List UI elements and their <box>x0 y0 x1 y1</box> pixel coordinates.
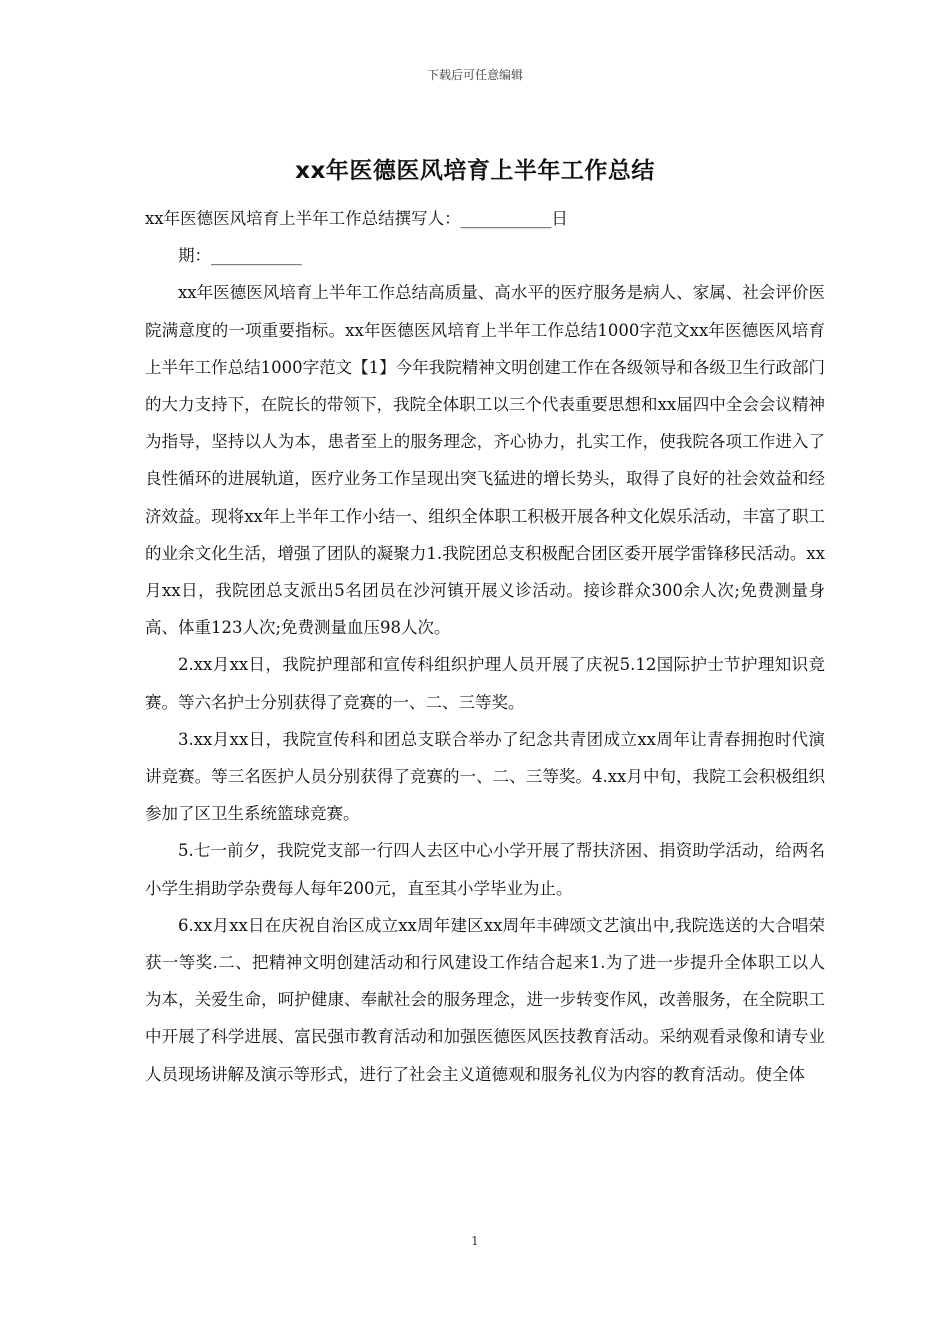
paragraph: 3.xx月xx日，我院宣传科和团总支联合举办了纪念共青团成立xx周年让青春拥抱时代演讲竞赛。等三名医护人员分别获得了竞赛的一、二、三等奖。4.xx月中旬，我院工会积极组织参加了区卫生系统篮球竞赛。 <box>145 729 825 824</box>
meta-line-date: 期：___________ <box>178 246 302 266</box>
paragraph: 2.xx月xx日，我院护理部和宣传科组织护理人员开展了庆祝5.12国际护士节护理知识竞赛。等六名护士分别获得了竞赛的一、二、三等奖。 <box>145 655 825 712</box>
meta-line: xx年医德医风培育上半年工作总结撰写人：___________日 <box>145 209 568 228</box>
document-title: xx年医德医风培育上半年工作总结 <box>295 158 655 184</box>
paragraph: 5.七一前夕，我院党支部一行四人去区中心小学开展了帮扶济困、捐资助学活动，给两名小学生捐助学杂费每人每年200元，直至其小学毕业为止。 <box>145 841 825 898</box>
header-note: 下载后可任意编辑 <box>426 68 523 82</box>
page-number: 1 <box>471 1234 479 1248</box>
paragraph: xx年医德医风培育上半年工作总结高质量、高水平的医疗服务是病人、家属、社会评价医院满意度的一项重要指标。xx年医德医风培育上半年工作总结1000字范文xx年医德医风培育上半年工作总结1000字范文【1】今年我院精神文明创建工作在各级领导和各级卫生行政部门的大力支持下，在院长的带领下，我院全体职工以三个代表重要思想和xx届四中全会会议精神为指导，坚持以人为本，患者至上的服务理念，齐心协力，扎实工作，使我院各项工作进入了良性循环的进展轨道，医疗业务工作呈现出突飞猛进的增长势头，取得了良好的社会效益和经济效益。现将xx年上半年工作小结一、组织全体职工积极开展各种文化娱乐活动，丰富了职工的业余文化生活，增强了团队的凝聚力1.我院团总支积极配合团区委开展学雷锋移民活动。xx月xx日，我院团总支派出5名团员在沙河镇开展义诊活动。接诊群众300余人次;免费测量身高、体重123人次;免费测量血压98人次。 <box>145 283 825 638</box>
document-body <box>145 200 825 1093</box>
paragraph: 6.xx月xx日在庆祝自治区成立xx周年建区xx周年丰碑颂文艺演出中,我院选送的大合唱荣获一等奖.二、把精神文明创建活动和行风建设工作结合起来1.为了进一步提升全体职工以人为本，关爱生命，呵护健康、奉献社会的服务理念，进一步转变作风，改善服务，在全院职工中开展了科学进展、富民强市教育活动和加强医德医风医技教育活动。采纳观看录像和请专业人员现场讲解及演示等形式，进行了社会主义道德观和服务礼仪为内容的教育活动。使全体 <box>145 915 825 1084</box>
